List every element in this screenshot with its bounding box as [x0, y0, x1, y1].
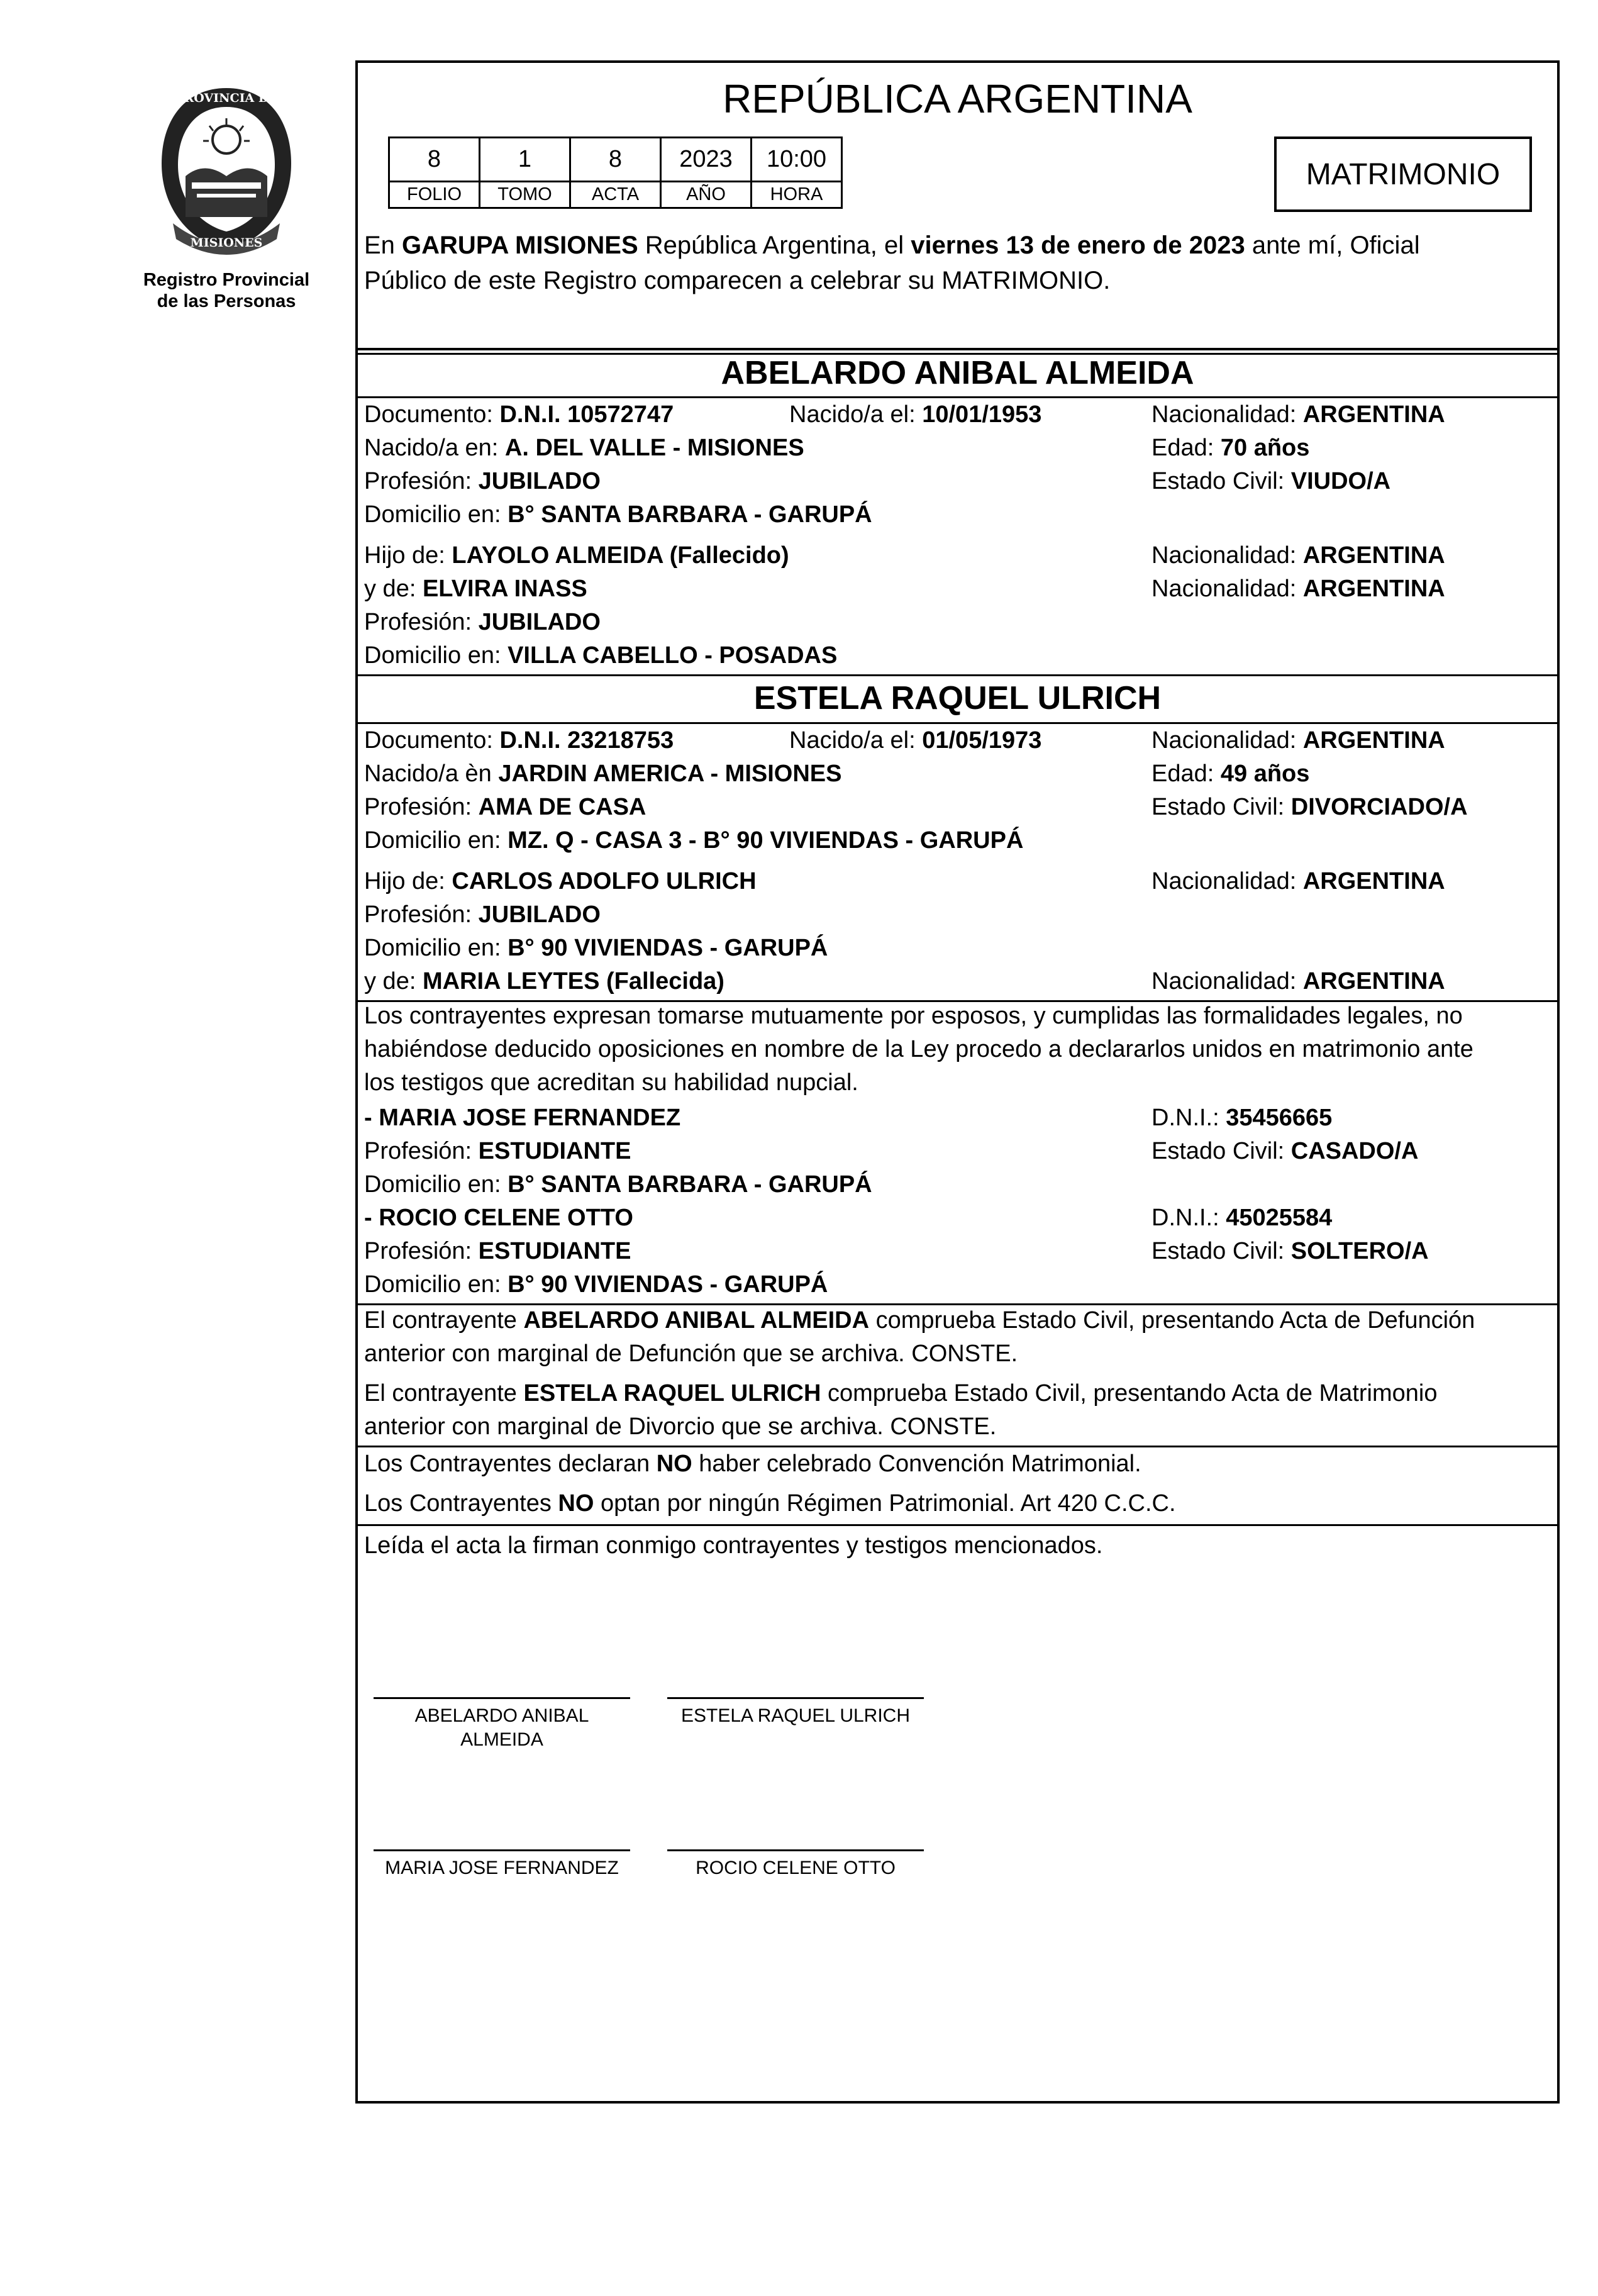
signature-witness2: ROCIO CELENE OTTO — [667, 1849, 924, 1880]
party2-domicilio: Domicilio en: MZ. Q - CASA 3 - B° 90 VIVIENDAS - GARUPÁ — [364, 827, 1024, 854]
tomo-label: TOMO — [480, 182, 570, 208]
signature-witness1: MARIA JOSE FERNANDEZ — [374, 1849, 630, 1880]
party1-madre-nacionalidad: Nacionalidad: ARGENTINA — [1151, 576, 1445, 602]
party1-nacido-en: Nacido/a en: A. DEL VALLE - MISIONES — [364, 435, 804, 461]
registry-table — [388, 137, 843, 209]
party1-padres-profesion: Profesión: JUBILADO — [364, 609, 601, 635]
civil-status-p2-line2: anterior con marginal de Divorcio que se archiva. CONSTE. — [364, 1413, 997, 1440]
civil-status-p1: El contrayente ABELARDO ANIBAL ALMEIDA comprueba Estado Civil, presentando Acta de Defunción — [364, 1307, 1475, 1334]
party1-documento: Documento: D.N.I. 10572747 — [364, 401, 674, 428]
hora-value: 10:00 — [752, 138, 842, 182]
witness2-profesion: Profesión: ESTUDIANTE — [364, 1238, 631, 1264]
party1-padre: Hijo de: LAYOLO ALMEIDA (Fallecido) — [364, 542, 789, 569]
party1-profesion: Profesión: JUBILADO — [364, 468, 601, 494]
witness1-estado-civil: Estado Civil: CASADO/A — [1151, 1138, 1419, 1164]
party2-nacionalidad: Nacionalidad: ARGENTINA — [1151, 727, 1445, 754]
divider — [358, 674, 1557, 676]
declaration-line1: Los contrayentes expresan tomarse mutuamente por esposos, y cumplidas las formalidades legales, no — [364, 1003, 1463, 1029]
anio-label: AÑO — [661, 182, 752, 208]
acta-label: ACTA — [570, 182, 661, 208]
party2-madre-nacionalidad: Nacionalidad: ARGENTINA — [1151, 968, 1445, 995]
closing-statement: Leída el acta la firman conmigo contrayentes y testigos mencionados. — [364, 1532, 1103, 1559]
signature-party1: ABELARDO ANIBAL ALMEIDA — [374, 1697, 630, 1752]
witness2-domicilio: Domicilio en: B° 90 VIVIENDAS - GARUPÁ — [364, 1271, 828, 1298]
anio-value: 2023 — [661, 138, 752, 182]
divider — [358, 1000, 1557, 1002]
party2-padre-profesion: Profesión: JUBILADO — [364, 901, 601, 928]
party1-padres-domicilio: Domicilio en: VILLA CABELLO - POSADAS — [364, 642, 838, 669]
witness2-estado-civil: Estado Civil: SOLTERO/A — [1151, 1238, 1429, 1264]
divider — [358, 722, 1557, 724]
hora-label: HORA — [752, 182, 842, 208]
witness1-profesion: Profesión: ESTUDIANTE — [364, 1138, 631, 1164]
convention-line1: Los Contrayentes declaran NO haber celebrado Convención Matrimonial. — [364, 1451, 1141, 1477]
party1-edad: Edad: 70 años — [1151, 435, 1310, 461]
record-type-box: MATRIMONIO — [1274, 137, 1532, 212]
party2-documento: Documento: D.N.I. 23218753 — [364, 727, 674, 754]
tomo-value: 1 — [480, 138, 570, 182]
civil-status-p1-line2: anterior con marginal de Defunción que se archiva. CONSTE. — [364, 1340, 1018, 1367]
party1-estado-civil: Estado Civil: VIUDO/A — [1151, 468, 1391, 494]
divider — [358, 348, 1557, 350]
witness1-domicilio: Domicilio en: B° SANTA BARBARA - GARUPÁ — [364, 1171, 872, 1198]
party1-padre-nacionalidad: Nacionalidad: ARGENTINA — [1151, 542, 1445, 569]
party2-padre-domicilio: Domicilio en: B° 90 VIVIENDAS - GARUPÁ — [364, 935, 828, 961]
party2-padre-nacionalidad: Nacionalidad: ARGENTINA — [1151, 868, 1445, 894]
divider — [358, 1524, 1557, 1526]
party2-name: ESTELA RAQUEL ULRICH — [753, 680, 1162, 716]
witness1-dni: D.N.I.: 35456665 — [1151, 1105, 1333, 1131]
logo-caption: Registro Provincial de las Personas — [143, 270, 310, 311]
certificate-frame — [355, 60, 1560, 2104]
intro-paragraph: En GARUPA MISIONES República Argentina, el viernes 13 de enero de 2023 ante mí, Oficial Público de este Registro comparecen a celebrar su MATRIMONIO. — [364, 231, 1420, 294]
country-title: REPÚBLICA ARGENTINA — [723, 76, 1192, 121]
folio-label: FOLIO — [389, 182, 480, 208]
witness2-name: - ROCIO CELENE OTTO — [364, 1205, 633, 1231]
party1-madre: y de: ELVIRA INASS — [364, 576, 587, 602]
registry-logo — [119, 82, 333, 321]
declaration-line3: los testigos que acreditan su habilidad nupcial. — [364, 1069, 858, 1096]
party2-nacido-el: Nacido/a el: 01/05/1973 — [789, 727, 1042, 754]
declaration-line2: habiéndose deducido oposiciones en nombre de la Ley procedo a declararlos unidos en matrimonio ante — [364, 1036, 1473, 1062]
party2-profesion: Profesión: AMA DE CASA — [364, 794, 646, 820]
party1-nacionalidad: Nacionalidad: ARGENTINA — [1151, 401, 1445, 428]
party1-nacido-el: Nacido/a el: 10/01/1953 — [789, 401, 1042, 428]
svg-text:MISIONES: MISIONES — [190, 236, 263, 250]
acta-value: 8 — [570, 138, 661, 182]
party2-madre: y de: MARIA LEYTES (Fallecida) — [364, 968, 724, 995]
signature-party2: ESTELA RAQUEL ULRICH — [667, 1697, 924, 1728]
party2-edad: Edad: 49 años — [1151, 761, 1310, 787]
party2-estado-civil: Estado Civil: DIVORCIADO/A — [1151, 794, 1468, 820]
provincial-seal-icon — [148, 82, 305, 264]
party2-nacido-en: Nacido/a èn JARDIN AMERICA - MISIONES — [364, 761, 842, 787]
party1-domicilio: Domicilio en: B° SANTA BARBARA - GARUPÁ — [364, 501, 872, 528]
witness1-name: - MARIA JOSE FERNANDEZ — [364, 1105, 681, 1131]
folio-value: 8 — [389, 138, 480, 182]
divider — [358, 1446, 1557, 1447]
convention-line2: Los Contrayentes NO optan por ningún Régimen Patrimonial. Art 420 C.C.C. — [364, 1490, 1176, 1517]
divider — [358, 396, 1557, 398]
civil-status-p2: El contrayente ESTELA RAQUEL ULRICH comprueba Estado Civil, presentando Acta de Matrimonio — [364, 1380, 1438, 1407]
witness2-dni: D.N.I.: 45025584 — [1151, 1205, 1333, 1231]
divider — [358, 1303, 1557, 1305]
party1-name: ABELARDO ANIBAL ALMEIDA — [721, 355, 1194, 391]
party2-padre: Hijo de: CARLOS ADOLFO ULRICH — [364, 868, 757, 894]
svg-text:PROVINCIA DE: PROVINCIA DE — [175, 91, 278, 105]
